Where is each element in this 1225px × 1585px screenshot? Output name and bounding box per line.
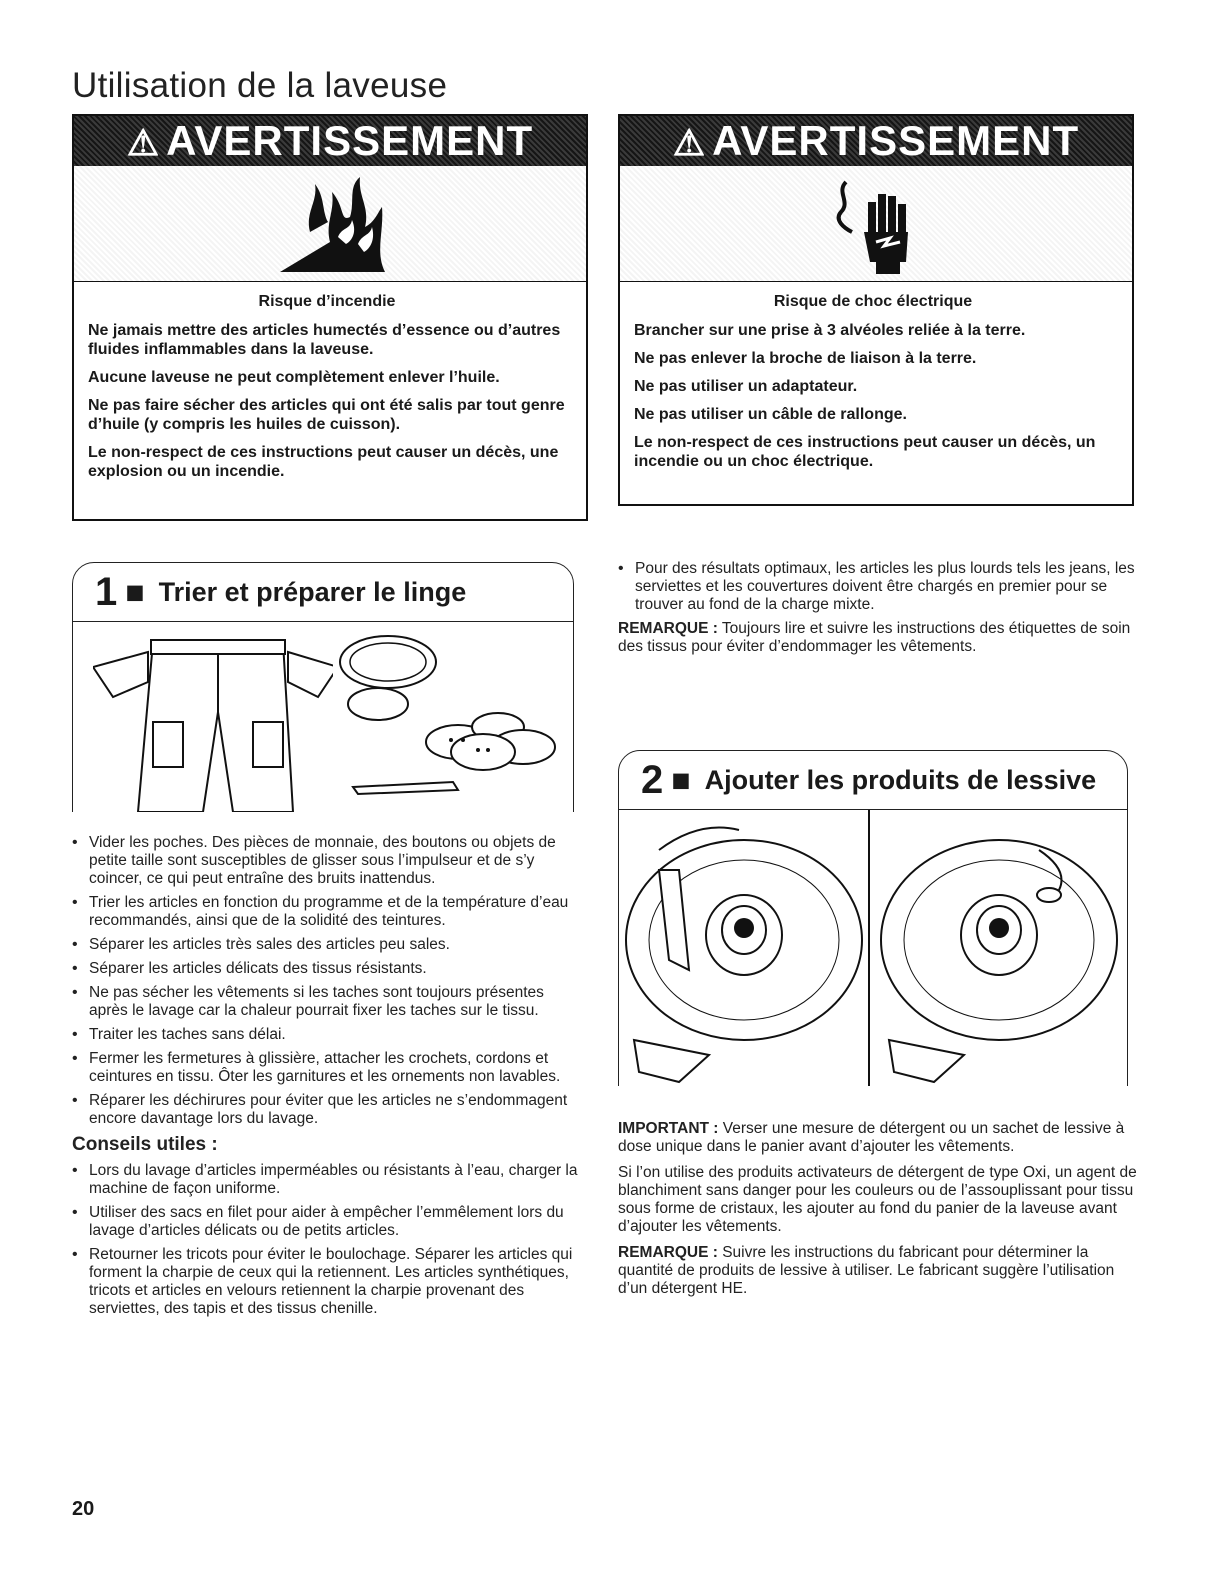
list-item: • Réparer les déchirures pour éviter que les articles ne s’endommagent encore davantage lors du lavage. (72, 1092, 582, 1128)
section-1-instructions (72, 834, 582, 1324)
page-number: 20 (72, 1498, 95, 1520)
warning-line: Ne jamais mettre des articles humectés d’essence ou d’autres fluides inflammables dans la laveuse. (88, 322, 561, 358)
list-item: • Séparer les articles très sales des articles peu sales. (72, 936, 582, 954)
coins-and-buttons-icon (333, 632, 563, 802)
icon-area (620, 166, 1132, 282)
list-item: • Fermer les fermetures à glissière, attacher les crochets, cordons et ceintures en tissu. Ôter les garnitures et les ornements non lavables. (72, 1050, 582, 1086)
washer-illustration (619, 810, 1127, 1086)
list-item: • Retourner les tricots pour éviter le boulochage. Séparer les articles qui forment la charpie de ceux qui la retiennent. Les articles synthétiques, tricots et articles en velours retiennent la charpie provenant des serviettes, des tapis et des tissus chenille. (72, 1246, 582, 1318)
page-title: Utilisation de la laveuse (72, 66, 448, 105)
list-item: • Lors du lavage d’articles imperméables ou résistants à l’eau, charger la machine de façon uniforme. (72, 1162, 582, 1198)
important-label: IMPORTANT : (618, 1120, 719, 1137)
important-text: Verser une mesure de détergent ou un sachet de lessive à dose unique dans le panier avant d’ajouter les vêtements. (618, 1120, 1125, 1155)
remark-label: REMARQUE : (618, 620, 718, 637)
section-2-instructions (618, 1120, 1138, 1306)
remark-paragraph (618, 1244, 1138, 1298)
warning-line: Ne pas enlever la broche de liaison à la terre. (634, 350, 977, 367)
warning-line: Le non-respect de ces instructions peut causer un décès, une explosion ou un incendie. (88, 444, 559, 480)
remark-paragraph (618, 620, 1138, 656)
section-title: Ajouter les produits de lessive (704, 764, 1097, 795)
warning-line: Ne pas faire sécher des articles qui ont été salis par tout genre d’huile (y compris les huiles de cuisson). (88, 397, 565, 433)
section-number: 2 (641, 757, 664, 802)
laundry-sorting-illustration (73, 622, 573, 812)
tips-heading: Conseils utiles : (72, 1134, 218, 1155)
section-1-box (72, 562, 574, 812)
list-item: • Pour des résultats optimaux, les articles les plus lourds tels les jeans, les serviettes et les couvertures doivent être chargés en premier pour se trouver au fond de la charge mixte. (618, 560, 1138, 614)
electric-warning-box (618, 114, 1134, 506)
warning-line: Brancher sur une prise à 3 alvéoles reliée à la terre. (634, 322, 1026, 339)
remark-label: REMARQUE : (618, 1244, 718, 1261)
list-item: • Séparer les articles délicats des tissus résistants. (72, 960, 582, 978)
fire-icon (270, 172, 390, 277)
important-paragraph (618, 1120, 1138, 1156)
section-1-continued (618, 560, 1138, 664)
warning-header: ⚠ AVERTISSEMENT (620, 116, 1132, 166)
section-2-header: 2 ■ Ajouter les produits de lessive (619, 751, 1127, 810)
list-item: • Ne pas sécher les vêtements si les taches sont toujours présentes après le lavage car la chaleur pourrait fixer les taches sur le tissu. (72, 984, 582, 1020)
risk-title: Risque d’incendie (258, 293, 396, 310)
electric-shock-icon (816, 172, 936, 277)
section-1-header: 1 ■ Trier et préparer le linge (73, 563, 573, 622)
warning-triangle-icon: ⚠ (672, 122, 707, 163)
warning-line: Ne pas utiliser un adaptateur. (634, 378, 858, 395)
warning-line: Aucune laveuse ne peut complètement enlever l’huile. (88, 369, 500, 386)
warning-triangle-icon: ⚠ (126, 122, 161, 163)
list-item: • Trier les articles en fonction du programme et de la température d’eau recommandés, ainsi que de la solidité des teintures. (72, 894, 582, 930)
list-item: • Traiter les taches sans délai. (72, 1026, 582, 1044)
icon-area (74, 166, 586, 282)
list-item: • Vider les poches. Des pièces de monnaie, des boutons ou objets de petite taille sont susceptibles de glisser sous l’impulseur et de s’y coincer, ce qui peut entraîne des bruits inattendus. (72, 834, 582, 888)
risk-title: Risque de choc électrique (773, 293, 973, 310)
section-2-box (618, 750, 1128, 1086)
washer-detergent-illustration (619, 810, 1127, 1086)
warning-line: Le non-respect de ces instructions peut causer un décès, un incendie ou un choc électrique. (634, 434, 1096, 470)
remark-text: Toujours lire et suivre les instructions des étiquettes de soin des tissus pour éviter d’endommager les vêtements. (618, 620, 1131, 655)
list-item: • Utiliser des sacs en filet pour aider à empêcher l’emmêlement lors du lavage d’articles délicats ou de petits articles. (72, 1204, 582, 1240)
warning-header: ⚠ AVERTISSEMENT (74, 116, 586, 166)
section-title: Trier et préparer le linge (158, 576, 467, 607)
fire-warning-box (72, 114, 588, 521)
pants-icon (93, 622, 333, 812)
oxi-paragraph: Si l’on utilise des produits activateurs de détergent de type Oxi, un agent de blanchiment sans danger pour les couleurs ou de l’assouplissant pour tissu sous forme de cristaux, les ajouter au fond du panier de la laveuse avant d’ajouter les vêtements. (618, 1164, 1137, 1235)
remark-text: Suivre les instructions du fabricant pour déterminer la quantité de produits de lessive à utiliser. Le fabricant suggère l’utilisation d’un détergent HE. (618, 1244, 1115, 1297)
section-number: 1 (95, 569, 118, 614)
warning-line: Ne pas utiliser un câble de rallonge. (634, 406, 907, 423)
